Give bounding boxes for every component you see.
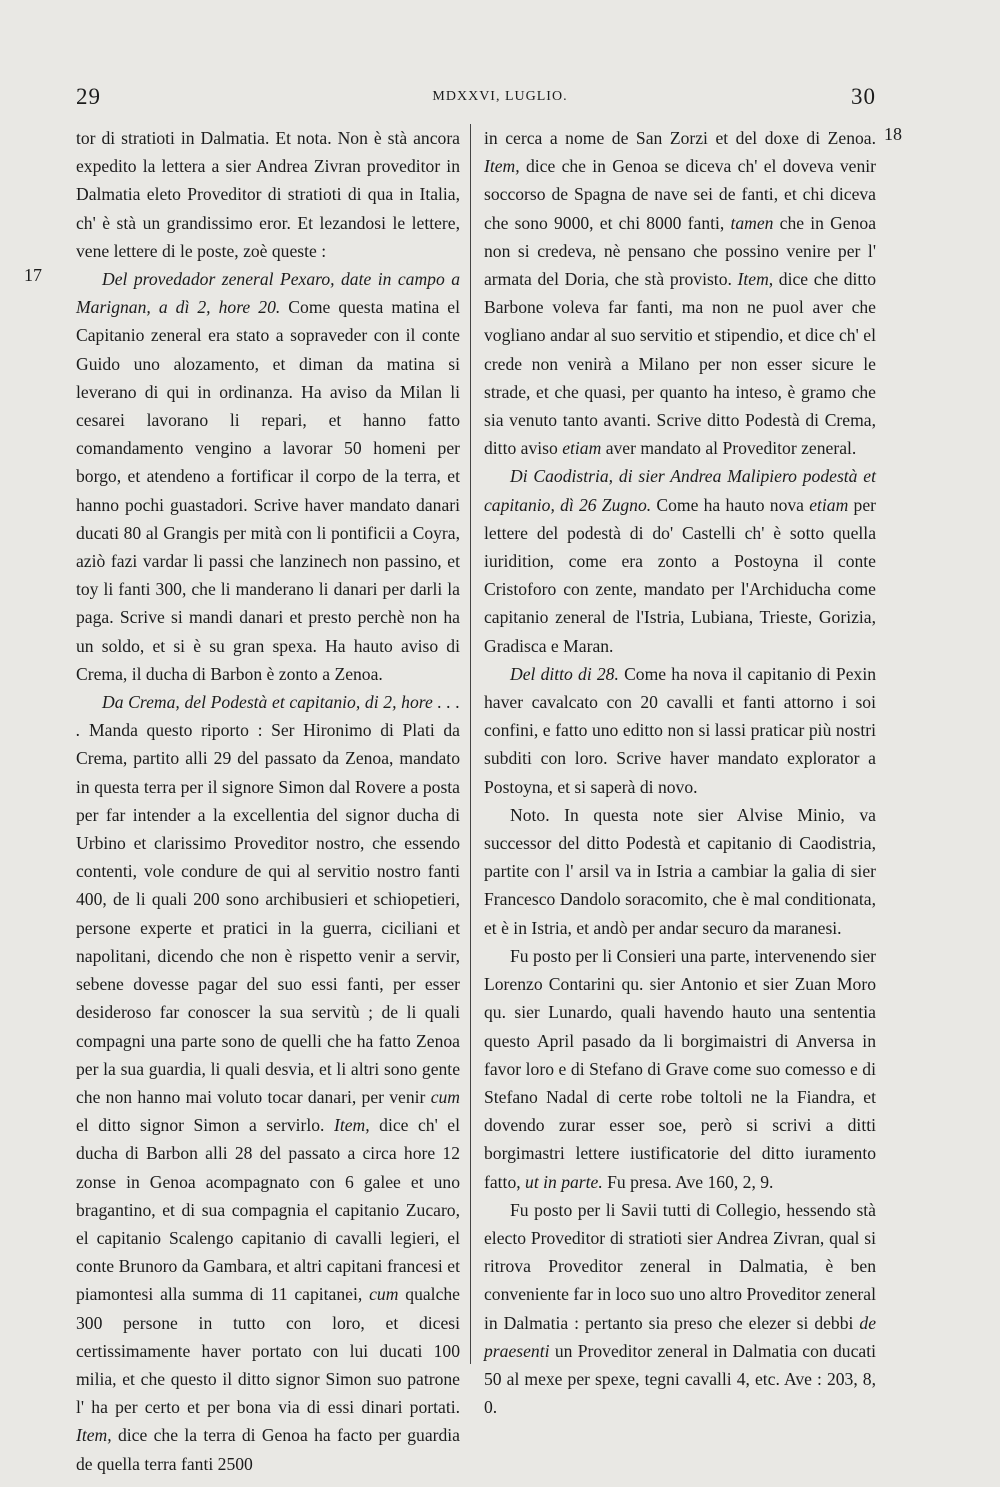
- paragraph: tor di stratioti in Dalmatia. Et nota. Non è stà ancora expedito la lettera a sier Andrea Zivran proveditor in Dalmatia eleto Proveditor di stratioti di qua in Italia, ch' è stà un grandissimo eror. Et lezandosi le lettere, vene lettere di le poste, zoè queste :: [76, 128, 460, 261]
- letter-heading: Da Crema, del Podestà et capitanio, di 2, hore . . . .: [76, 692, 460, 741]
- paragraph: Di Caodistria, di sier Andrea Malipiero podestà et capitanio, dì 26 Zugno. Come ha hauto nova etiam per lettere del podestà di do' Castelli ch' è sotto quella iuridition, come era zonto a Postoyna il conte Cristoforo con zente, mandato per l'Archiducha come capitanio zeneral de l'Istria, Lubiana, Trieste, Gorizia, Gradisca e Maran.: [484, 466, 876, 656]
- letter-heading: Del ditto di 28.: [510, 663, 619, 684]
- page-number-left: 29: [76, 84, 101, 109]
- margin-note-17: 17: [24, 265, 42, 285]
- page-number-right: 30: [851, 84, 876, 109]
- paragraph: Fu posto per li Consieri una parte, intervenendo sier Lorenzo Contarini qu. sier Antonio et sier Zuan Moro qu. sier Lunardo, quali havendo hauto una sententia questo April pasado da li borgimaistri di Anversa in favor loro e di Stefano di Grave come suo comesso e di Stefano Nadal di certe robe toltoli ne la Fiandra, et dovendo zurar esser soe, però si scrivi a ditti borgimastri lettere iustificatorie del ditto iuramento fatto, ut in parte. Fu presa. Ave 160, 2, 9.: [484, 945, 876, 1192]
- margin-note-18: 18: [884, 124, 902, 144]
- column-divider: [470, 124, 471, 1364]
- page-header: [0, 84, 1000, 114]
- paragraph: in cerca a nome de San Zorzi et del doxe di Zenoa. Item, dice che in Genoa se diceva ch' el doveva venir soccorso de Spagna de nave sei de fanti, et chi diceva che sono 9000, et chi 8000 fanti, tamen che in Genoa non si credeva, nè pensano che possino venire per l' armata del Doria, che stà provisto. Item, dice che ditto Barbone voleva far fanti, ma non ne puol aver che vogliano andar al suo servitio et stipendio, et dice ch' el crede non venirà a Milano per non esser sicure le strade, et che quasi, per quanto ha inteso, è gramo che sia venuto tanto avanti. Scrive ditto Podestà di Crema, ditto aviso etiam aver mandato al Proveditor zeneral.: [484, 128, 877, 459]
- paragraph: Del ditto di 28. Come ha nova il capitanio di Pexin haver cavalcato con 20 cavalli et fanti attorno i soi confini, e fatto uno editto non si lassi praticar più nostri subditi con loro. Scrive haver mandato explorator a Postoyna, et si saperà di novo.: [484, 663, 876, 797]
- paragraph: Fu posto per li Savii tutti di Collegio, hessendo stà electo Proveditor di stratioti sier Andrea Zivran, qual si ritrova Proveditor zeneral in Dalmatia, è ben conveniente far in loco suo uno altro Proveditor zeneral in Dalmatia : pertanto sia preso che elezer si debbi de praesenti un Proveditor zeneral in Dalmatia con ducati 50 al mexe per spexe, tegni cavalli 4, etc. Ave : 203, 8, 0.: [484, 1199, 876, 1418]
- running-title: MDXXVI, LUGLIO.: [432, 89, 568, 104]
- letter-heading: Di Caodistria, di sier Andrea Malipiero podestà et capitanio, dì 26 Zugno.: [484, 466, 876, 515]
- letter-heading: Del provedador zeneral Pexaro, date in campo a Marignan, a dì 2, hore 20.: [76, 269, 460, 318]
- left-column: [76, 124, 460, 1474]
- paragraph: Noto. In questa note sier Alvise Minio, va successor del ditto Podestà et capitanio di Caodistria, partite con l' arsil va in Istria a cambiar la galia di sier Francesco Dandolo soracomito, che è mal conditionata, et è in Istria, et andò per andar securo da maranesi.: [484, 804, 876, 938]
- paragraph: Da Crema, del Podestà et capitanio, di 2, hore . . . . Manda questo riporto : Ser Hironimo di Plati da Crema, partito alli 29 del passato da Zenoa, mandato in questa terra per il signore Simon dal Rovere a posta per far intender a la excellentia del signor ducha di Urbino et clarissimo Proveditor nostro, che essendo contenti, vole condure de qui al servitio nostro fanti 400, de li quali 200 sono archibusieri et schiopetieri, persone experte et pratici in la guerra, ciciliani et napolitani, dicendo che non è rispetto venir a servir, sebene dovesse pagar del suo essi fanti, per esser desideroso far conoscer la sua servitù ; de li quali compagni una parte sono de quelli che ha fatto Zenoa per la sua guardia, li quali desvia, et li altri sono gente che non hanno mai voluto tocar danari, per venir cum el ditto signor Simon a servirlo. Item, dice ch' el ducha di Barbon alli 28 del passato a circa hore 12 zonse in Genoa acompagnato con 6 galee et uno bragantino, et di sua compagnia el capitanio Zucaro, el capitanio Scalengo capitanio di cavalli legieri, el conte Brunoro da Gambara, et altri capitani francesi et piamontesi alla summa di 11 capitanei, cum qualche 300 persone in tutto con loro, et dicesi certissimamente haver portato con lui ducati 100 milia, et che questo il ditto signor Simon suo patrone l' ha per certo et per bona via di essi dinari portati. Item, dice che la terra di Genoa ha facto per guardia de quella terra fanti 2500: [76, 692, 460, 1474]
- right-column: [484, 124, 877, 1418]
- paragraph: Del provedador zeneral Pexaro, date in campo a Marignan, a dì 2, hore 20. Come questa matina el Capitanio zeneral era stato a sopraveder con il conte Guido uno alozamento, et diman da matina si leverano di qui in ordinanza. Ha aviso da Milan li cesarei lavorano li repari, et hanno fatto comandamento vengino a lavorar 50 homeni per borgo, et atendeno a fortificar il corpo de la terra, et hanno pochi guastadori. Scrive haver mandato danari ducati 80 al Grangis per mità con li pontificii a Coyra, aziò fazi vardar li passi che lanzinech non passino, et toy li fanti 300, che li manderano li danari per darli la paga. Scrive si mandi danari et presto perchè non ha un soldo, et si è su gran spexa. Ha hauto aviso di Crema, il ducha di Barbon è zonto a Zenoa.: [76, 269, 460, 684]
